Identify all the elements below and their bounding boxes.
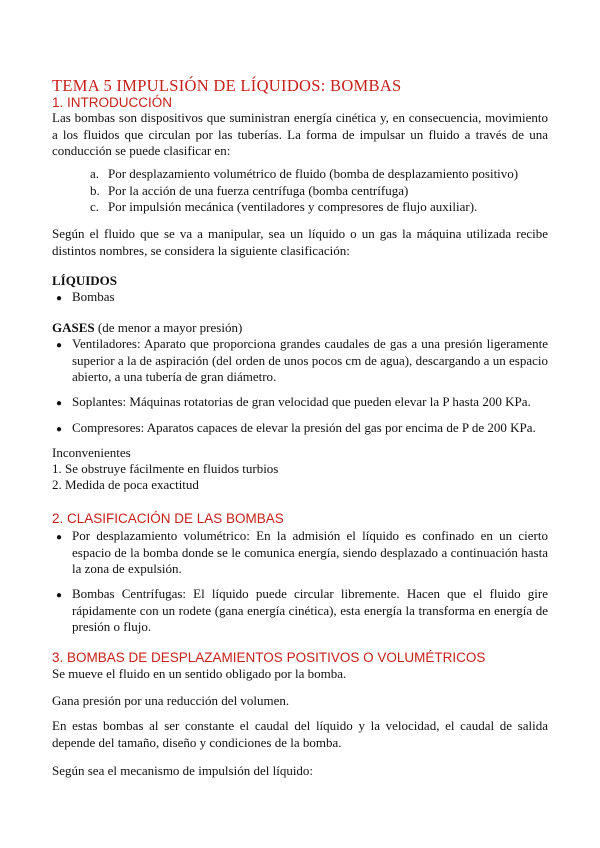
bullet-icon: ● bbox=[56, 340, 63, 351]
pump-type-centrifugal: Bombas Centrífugas: El líquido puede circular libremente. Hacen que el fluido gire rápidamente con un rodete (gana energía cinética), esta energía la transforma en energía de presión o flujo. bbox=[72, 586, 548, 634]
section-3-paragraph-2: Gana presión por una reducción del volumen. bbox=[52, 693, 290, 708]
bullet-icon: ● bbox=[56, 398, 63, 409]
list-marker-a: a. bbox=[90, 166, 100, 181]
section-3-paragraph-4: Según sea el mecanismo de impulsión del líquido: bbox=[52, 763, 314, 778]
inconveniente-2: 2. Medida de poca exactitud bbox=[52, 477, 199, 492]
liquids-item: Bombas bbox=[72, 289, 115, 304]
list-item-a: Por desplazamiento volumétrico de fluido (bomba de desplazamiento positivo) bbox=[108, 166, 519, 181]
gas-item-ventiladores: Ventiladores: Aparato que proporciona grandes caudales de gas a una presión ligeramente superior a la de aspiración (del orden de unos pocos cm de agua), descargando a un espacio abierto, a una tubería de gran diámetro. bbox=[72, 336, 548, 384]
section-3-paragraph-3: En estas bombas al ser constante el caudal del líquido y la velocidad, el caudal de salida depende del tamaño, diseño y condiciones de la bomba. bbox=[52, 718, 548, 750]
gases-heading: GASES bbox=[52, 320, 95, 335]
list-marker-b: b. bbox=[90, 183, 100, 198]
gas-item-soplantes: Soplantes: Máquinas rotatorias de gran velocidad que pueden elevar la P hasta 200 KPa. bbox=[72, 394, 531, 409]
bullet-icon: ● bbox=[56, 293, 63, 304]
list-item-c: Por impulsión mecánica (ventiladores y compresores de flujo auxiliar). bbox=[108, 199, 478, 214]
gases-note: (de menor a mayor presión) bbox=[94, 320, 243, 335]
bullet-icon: ● bbox=[56, 532, 63, 543]
list-marker-c: c. bbox=[90, 199, 100, 214]
section-3-paragraph-1: Se mueve el fluido en un sentido obligado por la bomba. bbox=[52, 666, 347, 681]
bullet-icon: ● bbox=[56, 590, 63, 601]
gas-item-compresores: Compresores: Aparatos capaces de elevar la presión del gas por encima de P de 200 KPa. bbox=[72, 420, 536, 435]
liquids-heading: LÍQUIDOS bbox=[52, 273, 118, 288]
gases-heading-line bbox=[52, 320, 242, 337]
inconveniente-1: 1. Se obstruye fácilmente en fluidos turbios bbox=[52, 461, 279, 476]
section-1-heading: 1. INTRODUCCIÓN bbox=[52, 95, 173, 110]
list-item-b: Por la acción de una fuerza centrífuga (bomba centrífuga) bbox=[108, 183, 409, 198]
section-3-heading: 3. BOMBAS DE DESPLAZAMIENTOS POSITIVOS O VOLUMÉTRICOS bbox=[52, 650, 486, 665]
inconvenientes-heading: Inconvenientes bbox=[52, 445, 131, 460]
bullet-icon: ● bbox=[56, 424, 63, 435]
page-title: TEMA 5 IMPULSIÓN DE LÍQUIDOS: BOMBAS bbox=[52, 76, 402, 95]
intro-paragraph: Las bombas son dispositivos que suministran energía cinética y, en consecuencia, movimiento a los fluidos que circulan por las tuberías. La forma de impulsar un fluido a través de una conducción se puede clasificar en: bbox=[52, 110, 548, 158]
section-2-heading: 2. CLASIFICACIÓN DE LAS BOMBAS bbox=[52, 511, 284, 526]
classification-paragraph: Según el fluido que se va a manipular, sea un líquido o un gas la máquina utilizada recibe distintos nombres, se considera la siguiente clasificación: bbox=[52, 226, 548, 258]
pump-type-volumetric: Por desplazamiento volumétrico: En la admisión el líquido es confinado en un cierto espacio de la bomba donde se le comunica energía, siendo desplazado a continuación hasta la zona de expulsión. bbox=[72, 528, 548, 576]
